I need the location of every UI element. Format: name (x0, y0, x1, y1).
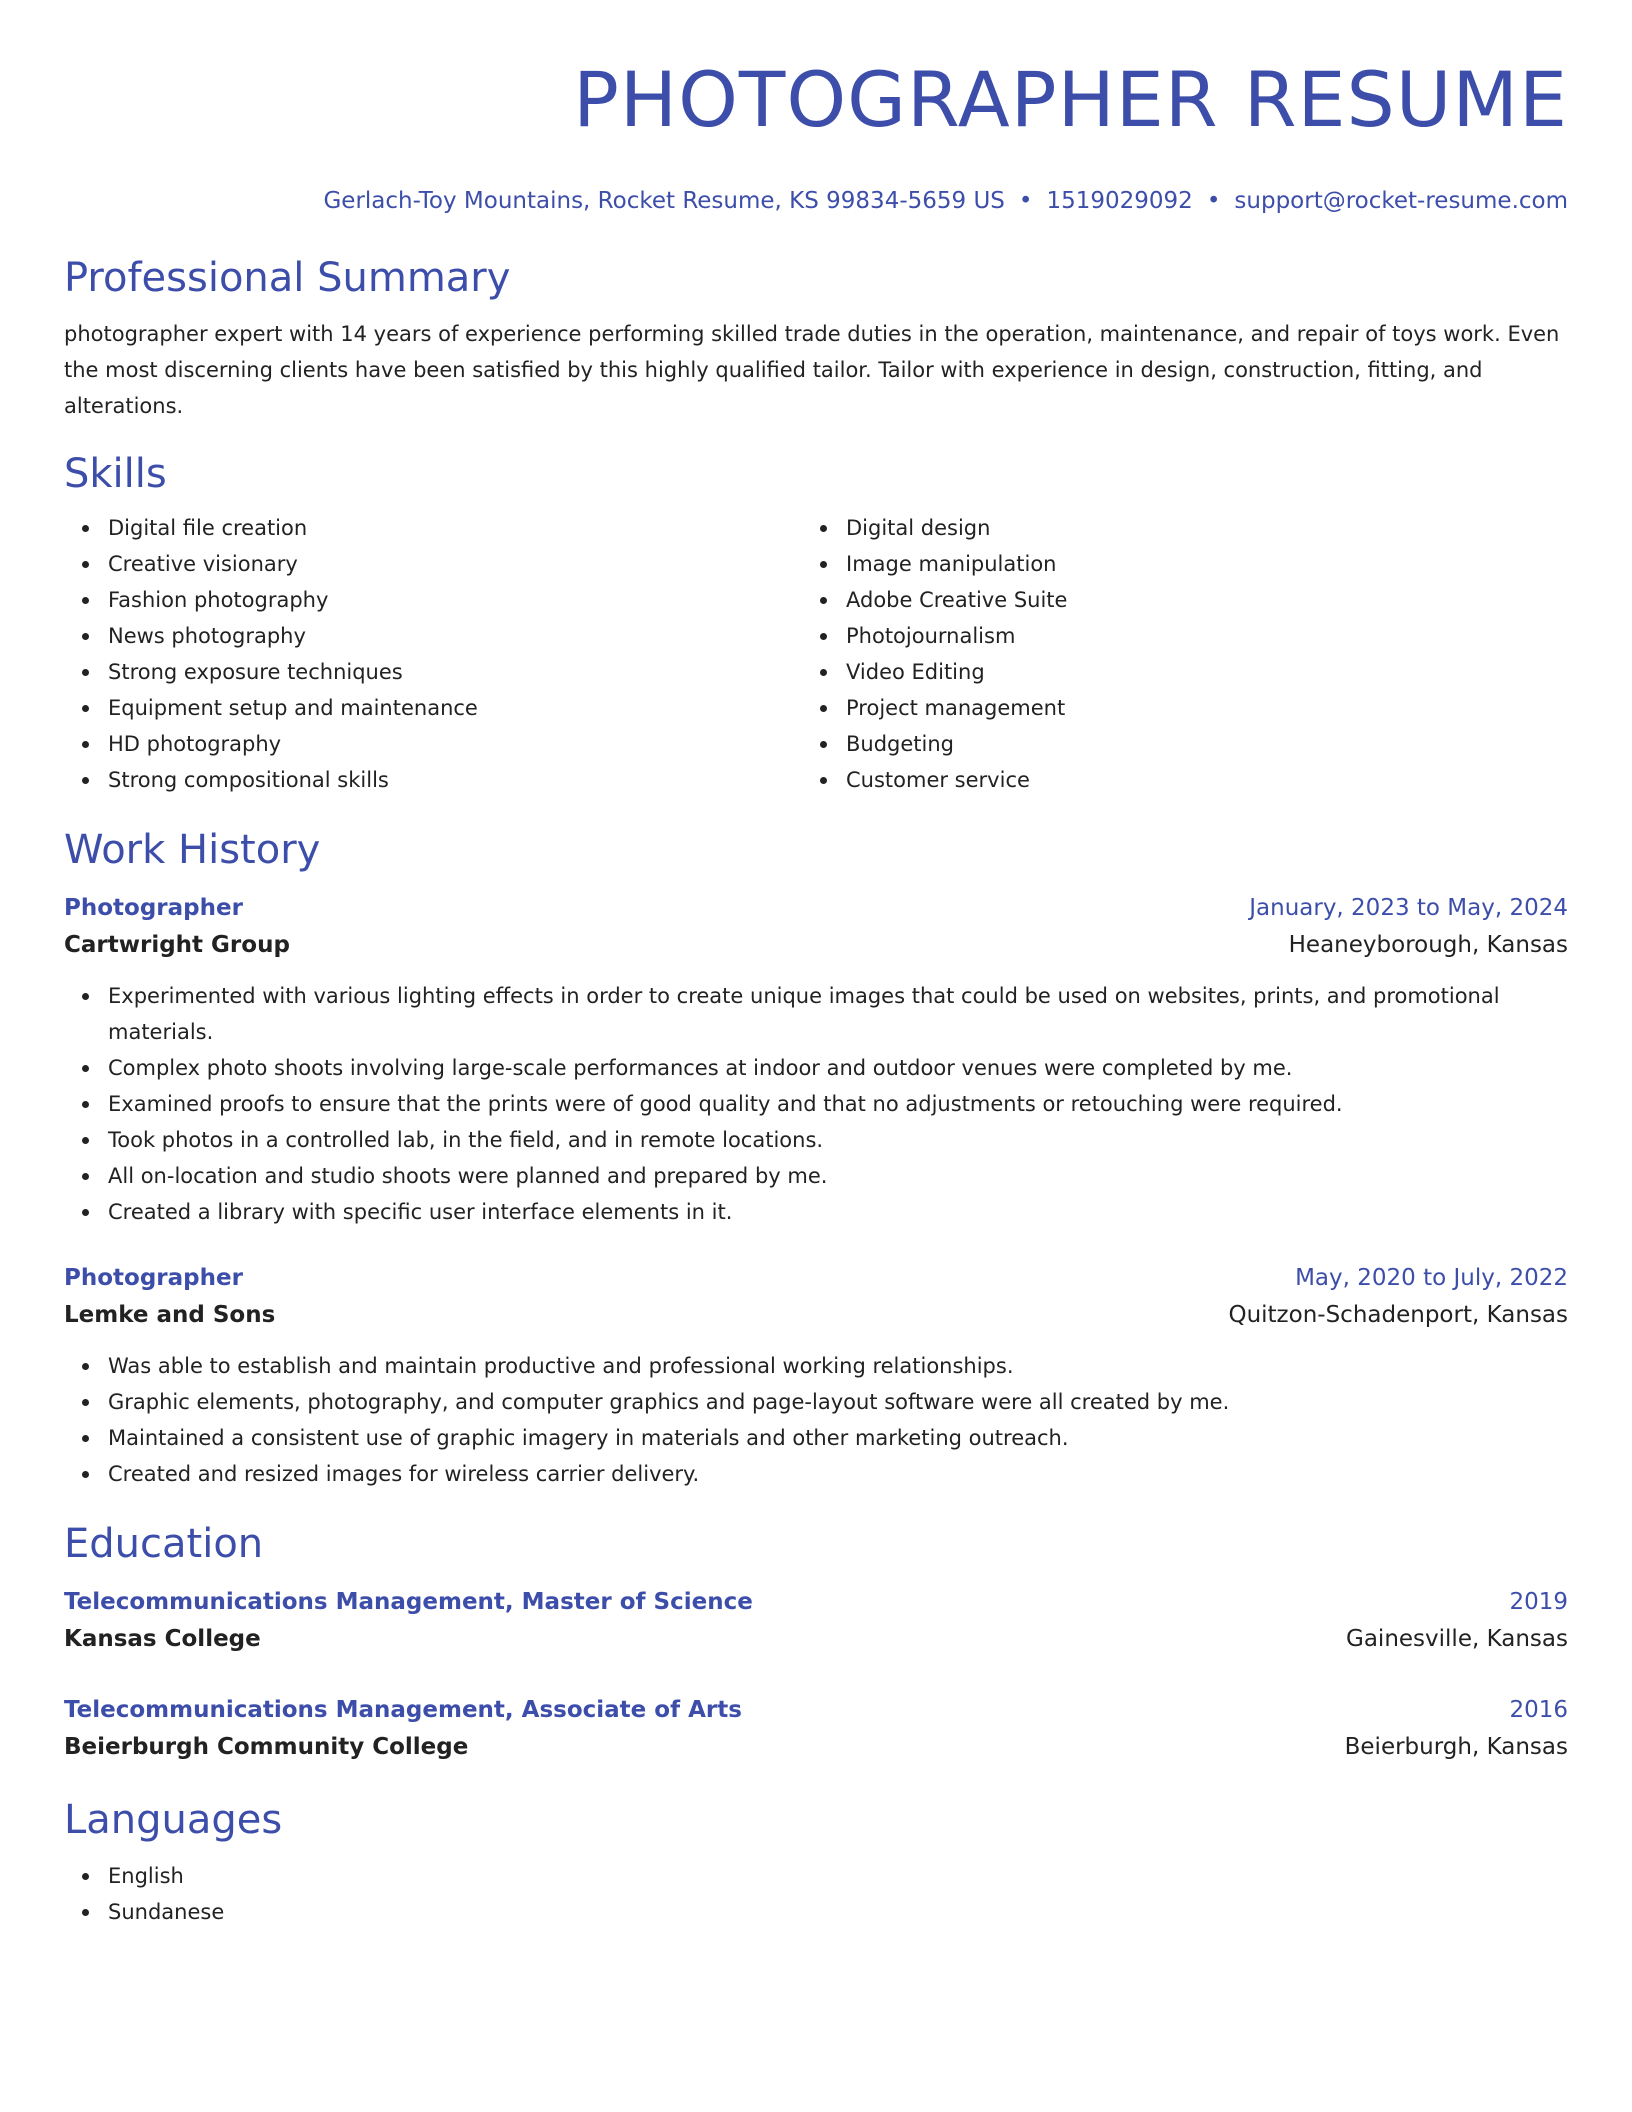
skill-item: Strong compositional skills (108, 762, 816, 798)
job-location: Heaneyborough, Kansas (1288, 932, 1568, 958)
job-entry (64, 1260, 1568, 1492)
skills-grid (64, 510, 1568, 798)
education-entry (64, 1692, 1568, 1766)
job-bullet: Examined proofs to ensure that the prints were of good quality and that no adjustments or retouching were required. (108, 1086, 1568, 1122)
work-history-section (64, 824, 1568, 1492)
skill-item: News photography (108, 618, 816, 654)
skills-list-right (816, 510, 1568, 798)
job-org-row (64, 926, 1568, 964)
job-bullet: Took photos in a controlled lab, in the field, and in remote locations. (108, 1122, 1568, 1158)
job-location: Quitzon-Schadenport, Kansas (1228, 1302, 1568, 1328)
education-degree: Telecommunications Management, Associate of Arts (64, 1697, 742, 1723)
resume-header (64, 52, 1568, 216)
skill-item: HD photography (108, 726, 816, 762)
job-dates: January, 2023 to May, 2024 (1249, 895, 1568, 921)
education-header-row (64, 1584, 1568, 1620)
contact-email: support@rocket-resume.com (1234, 188, 1568, 214)
education-org-row (64, 1620, 1568, 1658)
skill-item: Project management (846, 690, 1568, 726)
work-history-heading: Work History (64, 827, 321, 873)
education-location: Gainesville, Kansas (1346, 1626, 1568, 1652)
contact-line (64, 186, 1568, 216)
job-entry (64, 890, 1568, 1230)
job-bullet: Complex photo shoots involving large-scale performances at indoor and outdoor venues were completed by me. (108, 1050, 1568, 1086)
job-company: Cartwright Group (64, 932, 290, 958)
skill-item: Digital design (846, 510, 1568, 546)
job-bullets (64, 1348, 1568, 1492)
education-school: Beierburgh Community College (64, 1734, 469, 1760)
skills-heading: Skills (64, 451, 167, 497)
education-year: 2016 (1509, 1697, 1568, 1723)
job-bullets (64, 978, 1568, 1230)
job-org-row (64, 1296, 1568, 1334)
education-header-row (64, 1692, 1568, 1728)
skills-list-left (64, 510, 816, 798)
job-header-row (64, 1260, 1568, 1296)
skill-item: Fashion photography (108, 582, 816, 618)
skill-item: Creative visionary (108, 546, 816, 582)
job-company: Lemke and Sons (64, 1302, 276, 1328)
job-bullet: Experimented with various lighting effects in order to create unique images that could be used on websites, prints, and promotional materials. (108, 978, 1568, 1050)
education-location: Beierburgh, Kansas (1344, 1734, 1568, 1760)
education-heading: Education (64, 1521, 264, 1567)
skill-item: Digital file creation (108, 510, 816, 546)
summary-heading: Professional Summary (64, 255, 511, 301)
education-year: 2019 (1509, 1589, 1568, 1615)
job-role: Photographer (64, 1265, 243, 1291)
skill-item: Image manipulation (846, 546, 1568, 582)
job-bullet: Was able to establish and maintain productive and professional working relationships. (108, 1348, 1568, 1384)
education-school: Kansas College (64, 1626, 261, 1652)
skill-item: Strong exposure techniques (108, 654, 816, 690)
job-bullet: Maintained a consistent use of graphic imagery in materials and other marketing outreach. (108, 1420, 1568, 1456)
education-section (64, 1518, 1568, 1766)
education-org-row (64, 1728, 1568, 1766)
job-dates: May, 2020 to July, 2022 (1295, 1265, 1568, 1291)
skill-item: Customer service (846, 762, 1568, 798)
job-bullet: Graphic elements, photography, and computer graphics and page-layout software were all created by me. (108, 1384, 1568, 1420)
language-item: English (108, 1858, 1568, 1894)
job-role: Photographer (64, 895, 243, 921)
contact-phone: 1519029092 (1046, 188, 1193, 214)
skills-section (64, 448, 1568, 798)
skill-item: Adobe Creative Suite (846, 582, 1568, 618)
skill-item: Video Editing (846, 654, 1568, 690)
job-header-row (64, 890, 1568, 926)
education-entry (64, 1584, 1568, 1658)
job-bullet: All on-location and studio shoots were planned and prepared by me. (108, 1158, 1568, 1194)
skill-item: Budgeting (846, 726, 1568, 762)
summary-section (64, 252, 1568, 424)
skill-item: Photojournalism (846, 618, 1568, 654)
skill-item: Equipment setup and maintenance (108, 690, 816, 726)
resume-title: PHOTOGRAPHER RESUME (573, 55, 1568, 144)
language-item: Sundanese (108, 1894, 1568, 1930)
job-bullet: Created and resized images for wireless carrier delivery. (108, 1456, 1568, 1492)
languages-heading: Languages (64, 1797, 283, 1843)
job-bullet: Created a library with specific user interface elements in it. (108, 1194, 1568, 1230)
education-degree: Telecommunications Management, Master of Science (64, 1589, 753, 1615)
contact-address: Gerlach-Toy Mountains, Rocket Resume, KS 99834-5659 US (323, 188, 1005, 214)
languages-section (64, 1794, 1568, 1930)
summary-text: photographer expert with 14 years of experience performing skilled trade duties in the operation, maintenance, and repair of toys work. Even the most discerning clients have been satisfied by this highly qualified tailor. Tailor with experience in design, construction, fitting, and alterations. (64, 322, 1560, 418)
contact-separator: • (1018, 188, 1033, 214)
languages-list (64, 1858, 1568, 1930)
contact-separator: • (1206, 188, 1221, 214)
